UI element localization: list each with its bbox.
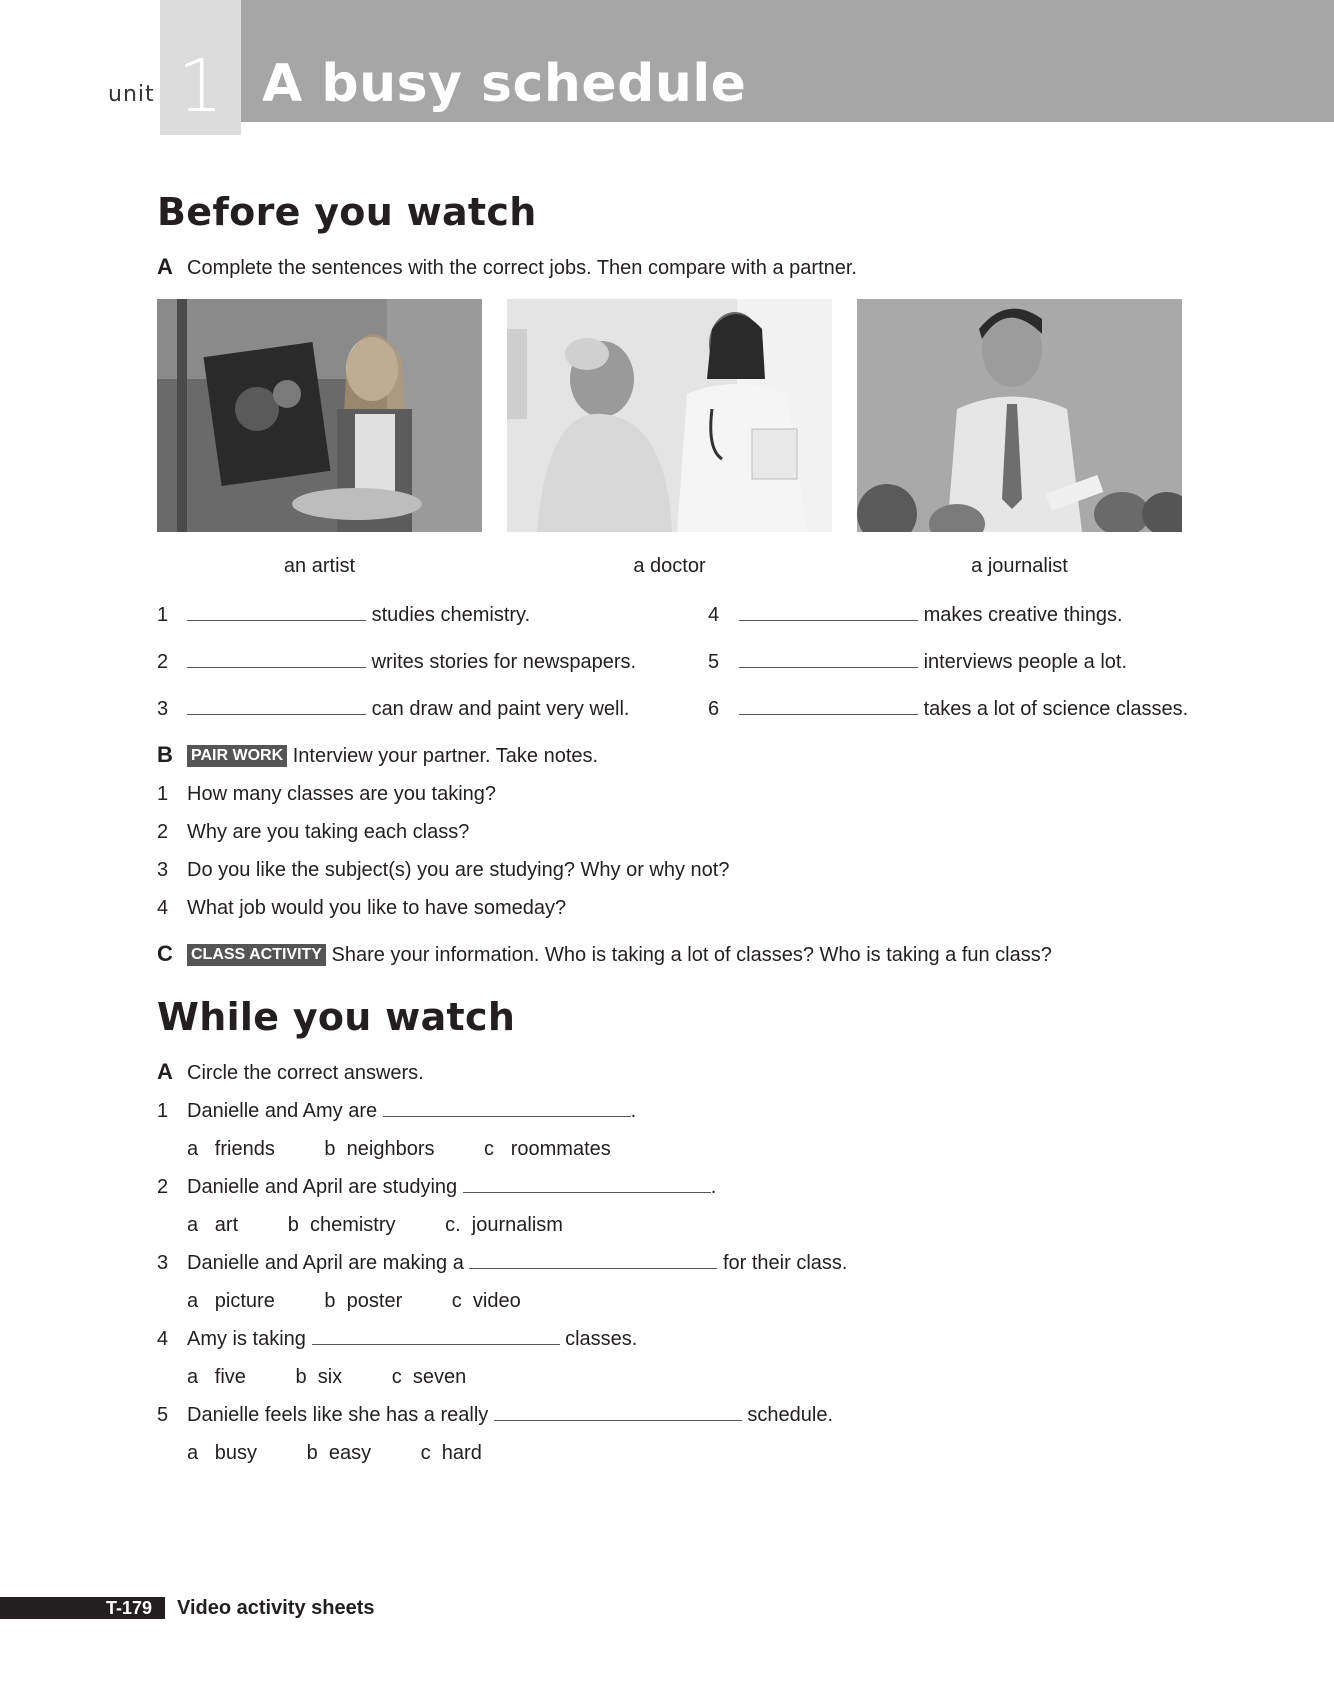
question: Danielle feels like she has a really schedule.: [187, 1404, 834, 1426]
option-letter: c: [391, 1366, 402, 1388]
option[interactable]: seven: [412, 1366, 467, 1388]
list-item: How many classes are you taking?: [187, 783, 497, 805]
unit-number: 1: [177, 44, 224, 128]
options-row: [187, 1212, 563, 1238]
question: Danielle and April are studying .: [187, 1176, 717, 1198]
option[interactable]: five: [214, 1366, 246, 1388]
option[interactable]: chemistry: [309, 1214, 396, 1236]
option[interactable]: neighbors: [346, 1138, 435, 1160]
option[interactable]: roommates: [510, 1138, 611, 1160]
option-letter: a: [187, 1290, 199, 1312]
answer-blank[interactable]: [494, 1420, 742, 1421]
answer-blank[interactable]: [739, 667, 918, 668]
class-activity-tag: CLASS ACTIVITY: [187, 944, 326, 966]
answer-blank[interactable]: [187, 667, 366, 668]
option[interactable]: poster: [346, 1290, 403, 1312]
options-row: [187, 1136, 611, 1162]
options-row: [187, 1440, 482, 1466]
answer-blank[interactable]: [739, 714, 918, 715]
list-item: takes a lot of science classes.: [739, 696, 1188, 722]
answer-blank[interactable]: [187, 714, 366, 715]
option-letter: c: [451, 1290, 462, 1312]
doctor-photo: [507, 299, 832, 532]
exercise-a-instruction: Circle the correct answers.: [187, 1062, 424, 1084]
pair-work-tag: PAIR WORK: [187, 745, 287, 767]
option[interactable]: video: [472, 1290, 521, 1312]
option-letter: b: [324, 1290, 336, 1312]
options-row: [187, 1364, 466, 1390]
option[interactable]: journalism: [471, 1214, 563, 1236]
footer-label: Video activity sheets: [177, 1597, 375, 1619]
item-number: 4: [157, 897, 169, 919]
option-letter: b: [306, 1442, 318, 1464]
option-letter: a: [187, 1366, 199, 1388]
answer-blank[interactable]: [469, 1268, 717, 1269]
unit-label: unit: [108, 82, 155, 107]
exercise-letter-c: C: [157, 941, 173, 966]
caption-journalist: a journalist: [971, 555, 1068, 577]
list-item: makes creative things.: [739, 602, 1123, 628]
option[interactable]: friends: [214, 1138, 275, 1160]
question: Danielle and April are making a for their class.: [187, 1252, 848, 1274]
exercise-letter-a: A: [157, 1059, 173, 1084]
journalist-photo: [857, 299, 1182, 532]
answer-blank[interactable]: [383, 1116, 631, 1117]
option[interactable]: art: [214, 1214, 239, 1236]
option[interactable]: busy: [214, 1442, 258, 1464]
item-number: 4: [157, 1328, 169, 1350]
caption-artist: an artist: [283, 555, 356, 577]
item-number: 6: [708, 698, 720, 720]
options-row: [187, 1288, 521, 1314]
list-item: Do you like the subject(s) you are studying? Why or why not?: [187, 859, 730, 881]
option-letter: a: [187, 1442, 199, 1464]
exercise-letter-b: B: [157, 742, 173, 767]
list-item: What job would you like to have someday?: [187, 897, 567, 919]
list-item: writes stories for newspapers.: [187, 649, 636, 675]
item-number: 1: [157, 604, 169, 626]
artist-photo: [157, 299, 482, 532]
list-item: interviews people a lot.: [739, 649, 1127, 675]
option-letter: b: [295, 1366, 307, 1388]
exercise-letter-a: A: [157, 254, 173, 279]
option[interactable]: six: [317, 1366, 343, 1388]
exercise-c-instruction: CLASS ACTIVITY Share your information. Who is taking a lot of classes? Who is taking a fun class?: [187, 942, 1052, 968]
item-number: 3: [157, 1252, 169, 1274]
list-item: studies chemistry.: [187, 602, 530, 628]
option-letter: b: [287, 1214, 299, 1236]
list-item: Why are you taking each class?: [187, 821, 470, 843]
option-letter: b: [324, 1138, 336, 1160]
exercise-a-instruction: Complete the sentences with the correct jobs. Then compare with a partner.: [187, 257, 857, 279]
item-number: 2: [157, 1176, 169, 1198]
item-number: 1: [157, 783, 169, 805]
option-letter: c: [420, 1442, 431, 1464]
item-number: 1: [157, 1100, 169, 1122]
caption-doctor: a doctor: [633, 555, 706, 577]
item-number: 3: [157, 698, 169, 720]
item-number: 2: [157, 651, 169, 673]
answer-blank[interactable]: [312, 1344, 560, 1345]
option[interactable]: easy: [328, 1442, 372, 1464]
option-letter: c: [484, 1138, 495, 1160]
answer-blank[interactable]: [739, 620, 918, 621]
answer-blank[interactable]: [463, 1192, 711, 1193]
option[interactable]: picture: [214, 1290, 275, 1312]
item-number: 3: [157, 859, 169, 881]
option-letter: a: [187, 1138, 199, 1160]
item-number: 2: [157, 821, 169, 843]
item-number: 4: [708, 604, 720, 626]
section-heading-before: Before you watch: [157, 190, 537, 234]
item-number: 5: [157, 1404, 169, 1426]
list-item: can draw and paint very well.: [187, 696, 629, 722]
question: Danielle and Amy are .: [187, 1100, 637, 1122]
page-title: A busy schedule: [262, 54, 747, 114]
page-number: T-179: [106, 1598, 153, 1618]
option-letter: a: [187, 1214, 199, 1236]
option-letter: c.: [445, 1214, 461, 1236]
item-number: 5: [708, 651, 720, 673]
section-heading-while: While you watch: [157, 995, 516, 1039]
answer-blank[interactable]: [187, 620, 366, 621]
question: Amy is taking classes.: [187, 1328, 638, 1350]
exercise-b-instruction: PAIR WORK Interview your partner. Take notes.: [187, 743, 598, 769]
option[interactable]: hard: [441, 1442, 482, 1464]
